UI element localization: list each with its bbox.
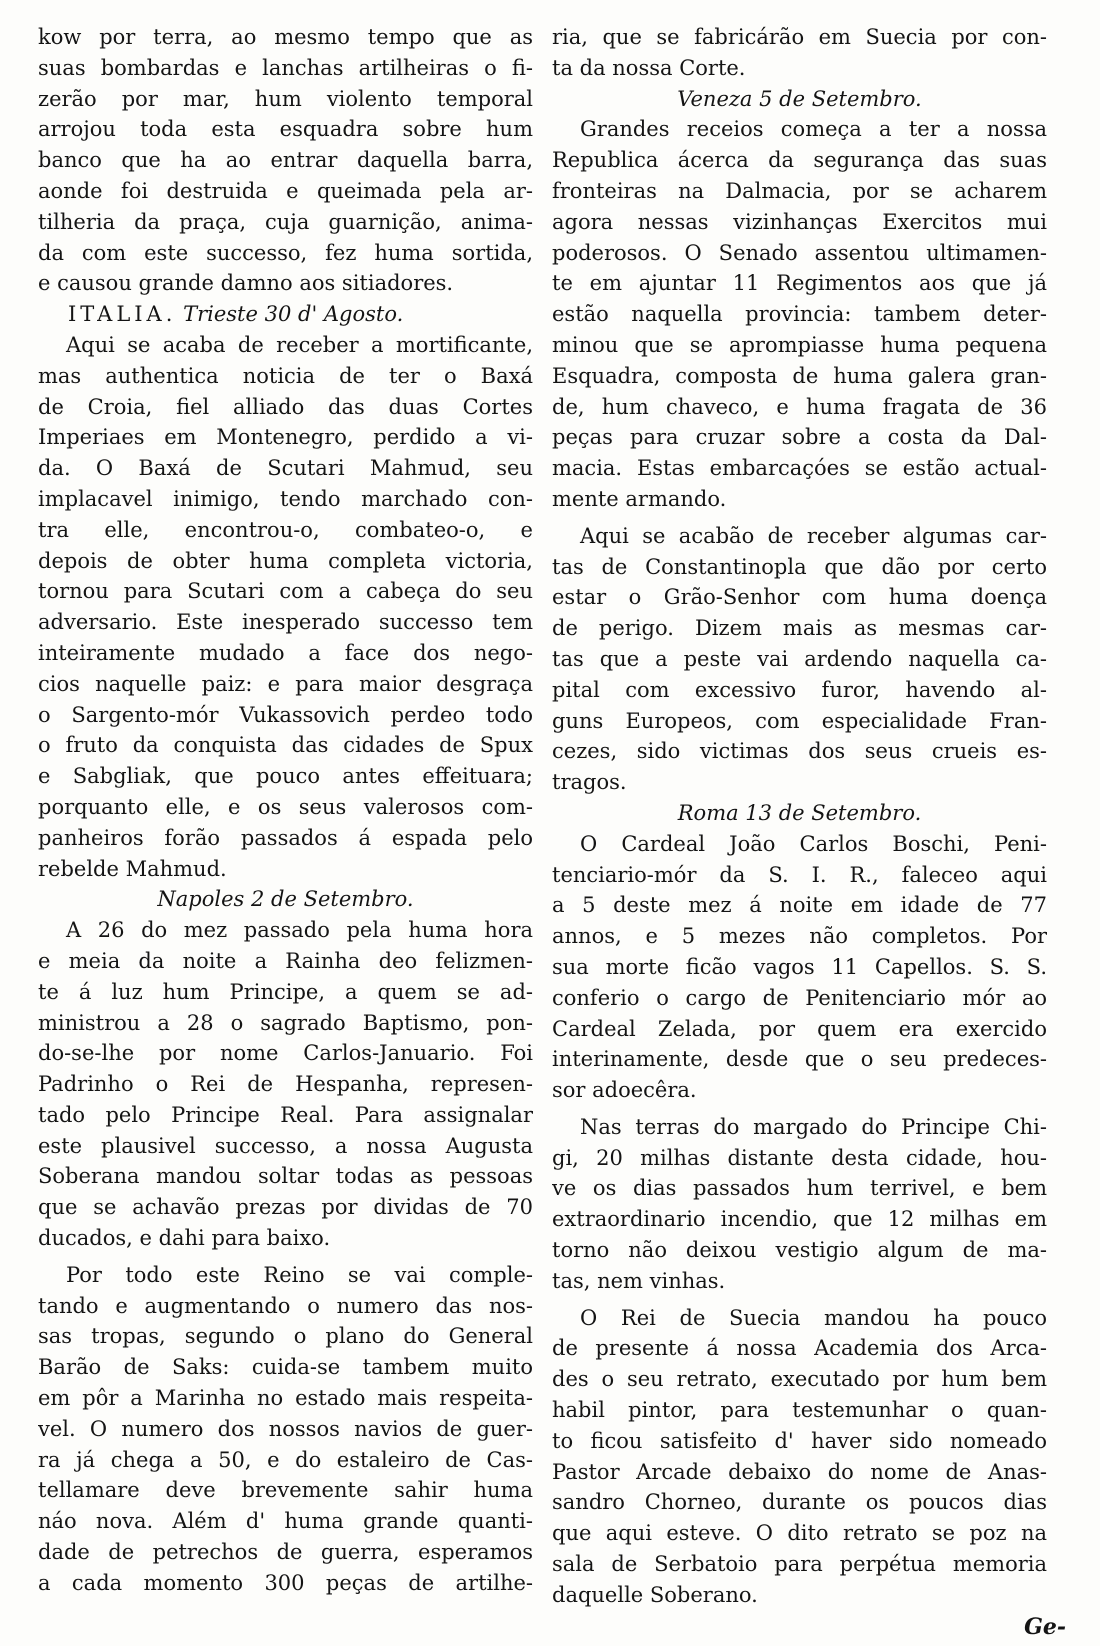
text-line: guns Europeos, com especialidade Fran- bbox=[552, 708, 1047, 733]
text-line: Imperiaes em Montenegro, perdido a vi- bbox=[38, 425, 533, 450]
text-line: tilheria da praça, cuja guarnição, anima- bbox=[38, 209, 533, 234]
text-line: Grandes receios começa a ter a nossa bbox=[580, 117, 1047, 142]
text-line: zerão por mar, hum violento temporal bbox=[38, 86, 533, 111]
text-line: A 26 do mez passado pela huma hora bbox=[66, 918, 533, 943]
text-line: Nas terras do margado do Principe Chi- bbox=[580, 1114, 1047, 1139]
left-column bbox=[38, 22, 533, 1599]
paragraph-artillery-continued bbox=[552, 22, 1047, 84]
text-line: mas authentica noticia de ter o Baxá bbox=[38, 363, 533, 388]
text-line: panheiros forão passados á espada pelo bbox=[38, 825, 533, 850]
text-line: rebelde Mahmud. bbox=[38, 856, 227, 881]
text-line: fronteiras na Dalmacia, por se acharem bbox=[552, 178, 1047, 203]
text-line: de presente á nossa Academia dos Arca- bbox=[552, 1336, 1047, 1361]
text-line: Padrinho o Rei de Hespanha, represen- bbox=[38, 1072, 533, 1097]
text-line: dade de petrechos de guerra, esperamos bbox=[38, 1540, 533, 1565]
text-line: do-se-lhe por nome Carlos-Januario. Foi bbox=[38, 1041, 533, 1066]
text-line: ta da nossa Corte. bbox=[552, 55, 746, 80]
text-line: sas tropas, segundo o plano do General bbox=[38, 1324, 533, 1349]
text-line: banco que ha ao entrar daquella barra, bbox=[38, 148, 533, 173]
text-line: ve os dias passados hum terrivel, e bem bbox=[552, 1176, 1047, 1201]
text-line: em pôr a Marinha no estado mais respeita- bbox=[38, 1386, 533, 1411]
text-line: ducados, e dahi para baixo. bbox=[38, 1226, 331, 1251]
text-line: ministrou a 28 o sagrado Baptismo, pon- bbox=[38, 1010, 533, 1035]
text-line: tando e augmentando o numero das nos- bbox=[38, 1293, 533, 1318]
text-line: macia. Estas embarcaçóes se estão actual- bbox=[552, 456, 1047, 481]
paragraph-trieste-news bbox=[38, 330, 533, 884]
text-line: te em ajuntar 11 Regimentos aos que já bbox=[552, 271, 1047, 296]
text-line: depois de obter huma completa victoria, bbox=[38, 548, 533, 573]
dateline: Trieste 30 d' Agosto. bbox=[183, 302, 404, 327]
text-line: cezes, sido victimas dos seus crueis es- bbox=[552, 739, 1047, 764]
text-line: conferio o cargo de Penitenciario mór ao bbox=[552, 985, 1047, 1010]
text-line: este plausivel successo, a nossa Augusta bbox=[38, 1133, 533, 1158]
dateline-roma: Roma 13 de Setembro. bbox=[677, 800, 922, 825]
text-line: e meia da noite a Rainha deo felizmen- bbox=[38, 948, 533, 973]
text-line: tas que a peste vai ardendo naquella ca- bbox=[552, 646, 1047, 671]
text-line: Barão de Saks: cuida-se tambem muito bbox=[38, 1355, 533, 1380]
paragraph-cardinal-death bbox=[552, 829, 1047, 1106]
text-line: arrojou toda esta esquadra sobre hum bbox=[38, 117, 533, 142]
text-line: estar o Grão-Senhor com huma doença bbox=[552, 585, 1047, 610]
text-line: cios naquelle paiz: e para maior desgraça bbox=[38, 671, 533, 696]
text-line: de Croia, fiel alliado das duas Cortes bbox=[38, 394, 533, 419]
text-line: de perigo. Dizem mais as mesmas car- bbox=[552, 616, 1047, 641]
text-line: ra já chega a 50, e do estaleiro de Cas- bbox=[38, 1447, 533, 1472]
text-line: e causou grande damno aos sitiadores. bbox=[38, 271, 454, 296]
text-line: tellamare deve brevemente sahir huma bbox=[38, 1478, 533, 1503]
text-line: tra elle, encontrou-o, combateo-o, e bbox=[38, 517, 533, 542]
right-column bbox=[552, 22, 1047, 1611]
text-line: e Sabgliak, que pouco antes effeituara; bbox=[38, 764, 533, 789]
text-line: tas de Constantinopla que dão por certo bbox=[552, 554, 1047, 579]
text-line: torno não deixou vestigio algum de ma- bbox=[552, 1238, 1047, 1263]
paragraph-constantinople-letters bbox=[552, 521, 1047, 798]
country-heading: ITALIA. bbox=[68, 302, 177, 327]
text-line: sua morte ficão vagos 11 Capellos. S. S. bbox=[552, 954, 1047, 979]
text-line: peças para cruzar sobre a costa da Dal- bbox=[552, 425, 1047, 450]
text-line: habil pintor, para testemunhar o quan- bbox=[552, 1398, 1047, 1423]
text-line: inteiramente mudado a face dos nego- bbox=[38, 640, 533, 665]
text-line: sor adoecêra. bbox=[552, 1078, 697, 1103]
text-line: extraordinario incendio, que 12 milhas em bbox=[552, 1207, 1047, 1232]
text-line: estão naquella provincia: tambem deter- bbox=[552, 302, 1047, 327]
paragraph-sweden-portrait bbox=[552, 1303, 1047, 1611]
text-line: te á luz hum Principe, a quem se ad- bbox=[38, 979, 533, 1004]
text-line: tado pelo Principe Real. Para assignalar bbox=[38, 1102, 533, 1127]
text-line: daquelle Soberano. bbox=[552, 1582, 758, 1607]
text-line: gi, 20 milhas distante desta cidade, hou- bbox=[552, 1145, 1047, 1170]
text-line: tragos. bbox=[552, 770, 627, 795]
text-line: to ficou satisfeito d' haver sido nomeado bbox=[552, 1428, 1047, 1453]
text-line: sala de Serbatoio para perpétua memoria bbox=[552, 1552, 1047, 1577]
text-line: agora nessas vizinhanças Exercitos mui bbox=[552, 209, 1047, 234]
text-line: Aqui se acabão de receber algumas car- bbox=[580, 523, 1047, 548]
paragraph-troops-navy bbox=[38, 1260, 533, 1599]
text-line: interinamente, desde que o seu predeces- bbox=[552, 1047, 1047, 1072]
text-line: Soberana mandou soltar todas as pessoas bbox=[38, 1164, 533, 1189]
text-line: a 5 deste mez á noite em idade de 77 bbox=[552, 893, 1047, 918]
text-line: minou que se aprompiasse huma pequena bbox=[552, 332, 1047, 357]
text-line: que se achavão prezas por dividas de 70 bbox=[38, 1195, 533, 1220]
text-line: aonde foi destruida e queimada pela ar- bbox=[38, 178, 533, 203]
text-line: implacavel inimigo, tendo marchado con- bbox=[38, 486, 533, 511]
paragraph-siege-report bbox=[38, 22, 533, 299]
text-line: mente armando. bbox=[552, 486, 727, 511]
text-line: o Sargento-mór Vukassovich perdeo todo bbox=[38, 702, 533, 727]
text-line: Pastor Arcade debaixo do nome de Anas- bbox=[552, 1459, 1047, 1484]
text-line: da. O Baxá de Scutari Mahmud, seu bbox=[38, 456, 533, 481]
text-line: o fruto da conquista das cidades de Spux bbox=[38, 733, 533, 758]
catchword: Ge- bbox=[1024, 1614, 1066, 1640]
text-line: Republica ácerca da segurança das suas bbox=[552, 148, 1047, 173]
dateline-veneza: Veneza 5 de Setembro. bbox=[677, 86, 922, 111]
paragraph-venice-republic bbox=[552, 114, 1047, 514]
text-line: náo nova. Além d' huma grande quanti- bbox=[38, 1509, 533, 1534]
text-line: ria, que se fabricárão em Suecia por con- bbox=[552, 25, 1047, 49]
text-line: da com este successo, fez huma sortida, bbox=[38, 240, 533, 265]
paragraph-chigi-fire bbox=[552, 1112, 1047, 1297]
text-line: sandro Chorneo, durante os poucos dias bbox=[552, 1490, 1047, 1515]
text-line: tas, nem vinhas. bbox=[552, 1268, 726, 1293]
text-line: de, hum chaveco, e huma fragata de 36 bbox=[552, 394, 1047, 419]
text-line: tornou para Scutari com a cabeça do seu bbox=[38, 579, 533, 604]
text-line: O Rei de Suecia mandou ha pouco bbox=[580, 1305, 1047, 1330]
text-line: a cada momento 300 peças de artilhe- bbox=[38, 1570, 533, 1595]
text-line: O Cardeal João Carlos Boschi, Peni- bbox=[580, 831, 1047, 856]
paragraph-royal-birth bbox=[38, 915, 533, 1254]
text-line: annos, e 5 mezes não completos. Por bbox=[552, 924, 1047, 949]
text-line: tenciario-mór da S. I. R., faleceo aqui bbox=[552, 862, 1047, 887]
text-line: que aqui esteve. O dito retrato se poz na bbox=[552, 1521, 1047, 1546]
text-line: des o seu retrato, executado por hum bem bbox=[552, 1367, 1047, 1392]
text-line: Por todo este Reino se vai comple- bbox=[66, 1262, 533, 1287]
section-heading-italia bbox=[38, 299, 533, 330]
text-line: Esquadra, composta de huma galera gran- bbox=[552, 363, 1047, 388]
text-line: Aqui se acaba de receber a mortificante, bbox=[66, 332, 533, 357]
text-line: poderosos. O Senado assentou ultimamen- bbox=[552, 240, 1047, 265]
text-line: pital com excessivo furor, havendo al- bbox=[552, 677, 1047, 702]
text-line: kow por terra, ao mesmo tempo que as bbox=[38, 25, 533, 49]
text-line: adversario. Este inesperado successo tem bbox=[38, 610, 533, 635]
text-line: porquanto elle, e os seus valerosos com- bbox=[38, 794, 533, 819]
text-line: Cardeal Zelada, por quem era exercido bbox=[552, 1016, 1047, 1041]
text-line: vel. O numero dos nossos navios de guer- bbox=[38, 1416, 533, 1441]
dateline-napoles: Napoles 2 de Setembro. bbox=[157, 887, 414, 912]
text-line: suas bombardas e lanchas artilheiras o fi- bbox=[38, 55, 533, 80]
